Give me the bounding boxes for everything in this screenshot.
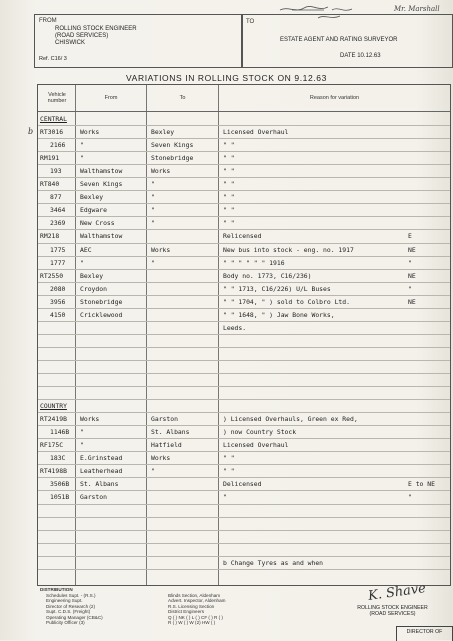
vehicle-number: 2166 [50,141,66,150]
distribution-item: Publicity Officer (3) [46,620,85,626]
header-rule [38,111,450,112]
vehicle-number: 1775 [50,245,66,254]
reason-cell: " " [223,206,235,215]
distribution-item: Supt. C.D.S. (Freight) [46,609,91,615]
row-rule [38,556,450,557]
distribution-item: Q ( ) NK ( ) L ( ) CF ( ) R ( ) [168,614,223,620]
from-cell: " [80,441,84,450]
row-rule [38,425,450,426]
from-cell: Walthamstow [80,167,123,176]
vehicle-number: RM218 [40,232,60,241]
signature-block [345,605,440,617]
margin-annotation: b [28,127,34,136]
from-cell: Croydon [80,284,107,293]
licence-code-cell: E [408,232,412,241]
row-rule [38,543,450,544]
document-title: VARIATIONS IN ROLLING STOCK ON 9.12.63 [126,73,327,83]
from-cell: " [80,141,84,150]
ref-number: Ref. C16/ 3 [39,56,67,62]
distribution-item: Schedules Supt. - (R.S.) [46,593,96,598]
column-header-reason: Reason for variation [309,95,360,101]
to-cell: Works [151,167,171,176]
licence-code-cell: " [408,284,412,293]
vehicle-number: 193 [50,167,62,176]
vehicle-number: 877 [50,193,62,202]
signature-dept: (ROAD SERVICES) [369,611,416,617]
column-header-vehicle: Vehicle number [47,92,67,104]
vehicle-number: 2369 [50,219,66,228]
row-rule [38,373,450,374]
from-cell: Edgware [80,206,107,215]
reason-cell: " " [223,454,235,463]
row-rule [38,386,450,387]
reason-cell: " " [223,154,235,163]
to-cell: Seven Kings [151,141,194,150]
row-rule [38,203,450,204]
to-cell: Bexley [151,128,175,137]
vehicle-number: RT2419B [40,415,67,424]
row-rule [38,464,450,465]
from-cell: " [80,428,84,437]
row-rule [38,138,450,139]
reason-cell: New bus into stock - eng. no. 1917 [223,245,354,254]
row-rule [38,477,450,478]
column-header-from: From [104,95,118,101]
row-rule [38,243,450,244]
vehicle-number: RT3016 [40,128,64,137]
distribution-item: Blinds Section, Aldenham [168,593,221,598]
row-rule [38,412,450,413]
from-label: FROM [39,18,57,24]
from-box [34,14,243,68]
to-label: TO [246,19,255,25]
licence-code-cell: NE [408,271,416,280]
reason-cell: ) now Country Stock [223,428,297,437]
row-rule [38,347,450,348]
column-divider [75,85,76,585]
director-stamp: DIRECTOR OF [396,626,453,641]
row-rule [38,451,450,452]
reason-cell: " " [223,167,235,176]
distribution-item: R ( ) W ( ) W (2) HW ( ) [168,620,216,626]
vehicle-number: 2080 [50,284,66,293]
from-cell: Garston [80,493,107,502]
row-rule [38,190,450,191]
from-cell: New Cross [80,219,115,228]
to-cell: " [151,206,155,215]
reason-cell: Leeds. [223,323,247,332]
to-cell: " [151,180,155,189]
vehicle-number: RF175C [40,441,64,450]
reason-cell: " " [223,180,235,189]
section-heading: CENTRAL [40,115,67,123]
from-cell: E.Grinstead [80,454,123,463]
row-rule [38,490,450,491]
row-rule [38,308,450,309]
column-divider [218,85,219,585]
vehicle-number: 1777 [50,258,66,267]
to-cell: Garston [151,415,178,424]
reason-cell: Delicensed [223,480,262,489]
rolling-stock-table [37,84,451,586]
from-cell: Bexley [80,271,104,280]
reason-cell: " " 1704, " ) sold to Colbro Ltd. [223,297,350,306]
from-cell: Works [80,128,100,137]
row-rule [38,282,450,283]
row-rule [38,569,450,570]
from-cell: Works [80,415,100,424]
from-line-3: CHISWICK [55,40,85,46]
to-cell: St. Albans [151,428,190,437]
reason-cell: Relicensed [223,232,262,241]
reason-cell: " [223,493,227,502]
vehicle-number: 1146B [50,428,70,437]
handwritten-note: Mr. Marshall [394,5,440,13]
from-cell: Seven Kings [80,180,123,189]
row-rule [38,256,450,257]
row-rule [38,321,450,322]
licence-code-cell: " [408,258,412,267]
row-rule [38,164,450,165]
row-rule [38,295,450,296]
row-rule [38,530,450,531]
distribution-title: DISTRIBUTION [40,587,73,592]
row-rule [38,216,450,217]
from-cell: Stonebridge [80,297,123,306]
section-heading: COUNTRY [40,402,67,411]
reason-cell: " " [223,141,235,150]
from-cell: Leatherhead [80,467,123,476]
vehicle-number: RT4198B [40,467,67,476]
reason-cell: Licensed Overhaul [223,128,289,137]
reason-cell: " " 1648, " ) Jaw Bone Works, [223,310,335,319]
to-recipient: ESTATE AGENT AND RATING SURVEYOR [280,37,398,43]
to-cell: Hatfield [151,441,182,450]
row-rule [38,360,450,361]
from-cell: Walthamstow [80,232,123,241]
vehicle-number: RM191 [40,154,60,163]
reason-cell: Licensed Overhaul [223,441,289,450]
licence-code-cell: E to NE [408,480,435,489]
reason-cell: " " 1713, C16/226) U/L Buses [223,284,331,293]
distribution-item: District Engineers [168,609,204,615]
row-rule [38,517,450,518]
row-rule [38,334,450,335]
distribution-item: Engineering Supt. [46,598,83,604]
row-rule [38,438,450,439]
signature-title: ROLLING STOCK ENGINEER [357,605,428,611]
from-cell: Cricklewood [80,310,123,319]
vehicle-number: 183C [50,454,66,463]
reason-cell: ) Licensed Overhauls, Green ex Red, [223,415,358,424]
row-rule [38,504,450,505]
to-cell: " [151,467,155,476]
distribution-item: Director of Research (2) [46,603,96,609]
reason-cell: Body no. 1773, C16/236) [223,271,312,280]
to-cell: Stonebridge [151,154,194,163]
row-rule [38,125,450,126]
signature: K. Shave [367,581,427,604]
vehicle-number: 3956 [50,297,66,306]
from-line-2: (ROAD SERVICES) [55,33,109,39]
vehicle-number: RT2550 [40,271,64,280]
row-rule [38,177,450,178]
column-header-to: To [179,95,186,101]
from-cell: St. Albans [80,480,119,489]
row-rule [38,399,450,400]
vehicle-number: 3506B [50,480,70,489]
vehicle-number: RT840 [40,180,60,189]
to-cell: " [151,258,155,267]
handwritten-crossout-scribble [278,4,383,24]
to-cell: Works [151,454,171,463]
from-line-1: ROLLING STOCK ENGINEER [55,26,137,32]
from-cell: Bexley [80,193,104,202]
reason-cell: " " " " " " 1916 [223,258,285,267]
reason-cell: " " [223,193,235,202]
to-cell: " [151,219,155,228]
reason-cell: " " [223,219,235,228]
row-rule [38,229,450,230]
vehicle-number: 3464 [50,206,66,215]
distribution-right [168,593,225,625]
vehicle-number: 1051B [50,493,70,502]
to-cell: Works [151,245,171,254]
reason-cell: b Change Tyres as and when [223,558,324,567]
from-cell: " [80,154,84,163]
distribution-left [46,593,103,625]
from-cell: " [80,258,84,267]
row-rule [38,151,450,152]
date-field: DATE 10.12.63 [340,53,381,59]
row-rule [38,269,450,270]
reason-cell: " " [223,467,235,476]
vehicle-number: 4150 [50,310,66,319]
licence-code-cell: NE [408,297,416,306]
distribution-item: Advert. Inspector, Aldenham [168,598,226,604]
to-cell: " [151,193,155,202]
distribution-item: R.S. Licensing Section [168,603,215,609]
column-divider [146,85,147,585]
licence-code-cell: NE [408,245,416,254]
licence-code-cell: " [408,493,412,502]
distribution-item: Operating Manager (CB&C) [46,614,103,620]
from-cell: AEC [80,245,92,254]
